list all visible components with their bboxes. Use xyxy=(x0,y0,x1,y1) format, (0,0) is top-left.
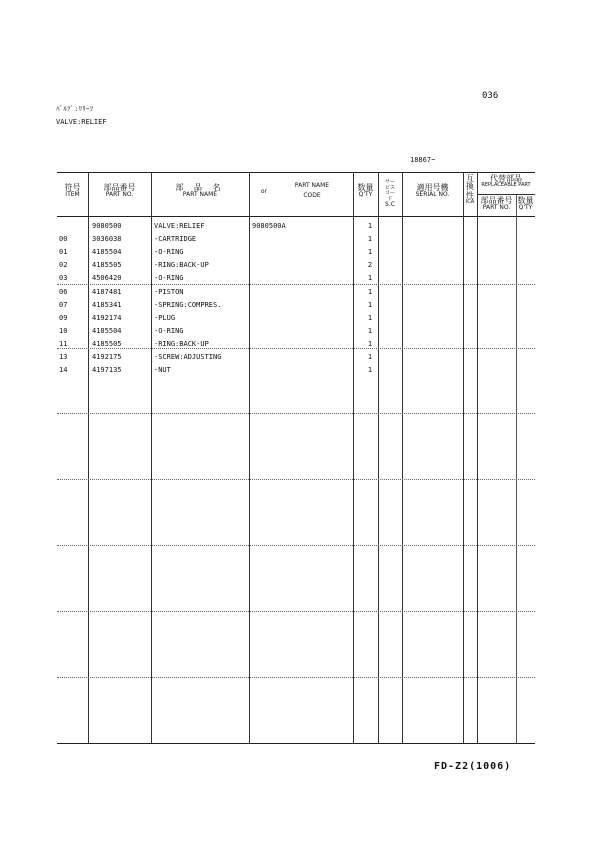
part-name-cell: -O-RING xyxy=(154,248,184,256)
qty-cell: 1 xyxy=(367,327,373,335)
header-replaceable-part: 代替部品 REPLACEABLE PART xyxy=(481,174,531,189)
item-cell: 13 xyxy=(59,353,68,361)
item-cell: 06 xyxy=(59,288,68,296)
group-separator xyxy=(57,348,535,349)
part-no-cell: 4185505 xyxy=(92,340,122,348)
part-name-cell: -RING:BACK-UP xyxy=(154,340,209,348)
column-divider xyxy=(88,172,89,743)
part-name-cell: -SCREW:ADJUSTING xyxy=(154,353,222,361)
column-divider xyxy=(249,172,250,743)
column-divider xyxy=(463,172,464,743)
header-part-name-code: PART NAME CODE xyxy=(294,182,330,199)
group-separator xyxy=(57,284,535,285)
item-cell: 07 xyxy=(59,301,68,309)
part-name-cell: -PLUG xyxy=(154,314,176,322)
part-name-cell: -O-RING xyxy=(154,274,184,282)
part-no-cell: 4187481 xyxy=(92,288,122,296)
part-name-cell: -NUT xyxy=(154,366,171,374)
item-cell: 11 xyxy=(59,340,68,348)
part-no-cell: 4185504 xyxy=(92,248,122,256)
part-name-cell: -CARTRIDGE xyxy=(154,235,197,243)
part-no-cell: 4192175 xyxy=(92,353,122,361)
group-separator xyxy=(57,677,535,678)
serial-range: 18867~ xyxy=(410,156,436,164)
replaceable-subheader-line xyxy=(477,194,535,195)
part-name-cell: -PISTON xyxy=(154,288,184,296)
part-name-cell: VALVE:RELIEF xyxy=(154,222,205,230)
column-divider xyxy=(378,172,379,743)
qty-cell: 1 xyxy=(367,366,373,374)
part-no-cell: 4197135 xyxy=(92,366,122,374)
column-divider xyxy=(516,194,517,743)
part-no-cell: 4185504 xyxy=(92,327,122,335)
item-cell: 10 xyxy=(59,327,68,335)
document-code: FD-Z2(1006) xyxy=(434,761,512,772)
code-cell: 9080500A xyxy=(252,222,286,230)
header-replaceable-part-no: 部品番号 PART NO. xyxy=(480,196,513,212)
part-no-cell: 9080500 xyxy=(92,222,122,230)
qty-cell: 1 xyxy=(367,248,373,256)
header-item: 符号 ITEM xyxy=(64,183,81,199)
item-cell: 14 xyxy=(59,366,68,374)
column-divider xyxy=(402,172,403,743)
part-no-cell: 4192174 xyxy=(92,314,122,322)
header-serial-no: 適用号機 SERIAL NO. xyxy=(415,183,450,199)
header-part-name: 部 品 名 PART NAME xyxy=(175,183,225,199)
header-qty: 数量 Q'TY xyxy=(357,183,374,199)
table-bottom-border xyxy=(57,743,535,744)
part-no-cell: 4506420 xyxy=(92,274,122,282)
qty-cell: 1 xyxy=(367,274,373,282)
group-separator xyxy=(57,413,535,414)
qty-cell: 1 xyxy=(367,314,373,322)
part-name-cell: -O-RING xyxy=(154,327,184,335)
qty-cell: 1 xyxy=(367,301,373,309)
qty-cell: 1 xyxy=(367,353,373,361)
part-name-cell: -RING:BACK-UP xyxy=(154,261,209,269)
column-divider xyxy=(477,172,478,743)
item-cell: 00 xyxy=(59,235,68,243)
group-separator xyxy=(57,545,535,546)
qty-cell: 2 xyxy=(367,261,373,269)
qty-cell: 1 xyxy=(367,288,373,296)
item-cell: 01 xyxy=(59,248,68,256)
title-english: VALVE:RELIEF xyxy=(56,118,107,126)
item-cell: 02 xyxy=(59,261,68,269)
header-service-code: サービス コード S.C xyxy=(384,179,395,208)
title-japanese: ﾊﾞﾙﾌﾞ:ﾘﾘｰﾌ xyxy=(56,105,94,113)
column-divider xyxy=(353,172,354,743)
header-ica: 互換性 ICA xyxy=(465,174,475,206)
part-name-cell: -SPRING:COMPRES. xyxy=(154,301,222,309)
item-cell: 03 xyxy=(59,274,68,282)
column-divider xyxy=(151,172,152,743)
part-no-cell: 4185505 xyxy=(92,261,122,269)
part-no-cell: 3036038 xyxy=(92,235,122,243)
qty-cell: 1 xyxy=(367,340,373,348)
header-or: or xyxy=(260,188,268,195)
qty-cell: 1 xyxy=(367,222,373,230)
group-separator xyxy=(57,479,535,480)
part-no-cell: 4185341 xyxy=(92,301,122,309)
header-replaceable-qty: 数量 Q'TY xyxy=(517,196,534,212)
qty-cell: 1 xyxy=(367,235,373,243)
group-separator xyxy=(57,611,535,612)
page-number: 036 xyxy=(482,91,499,101)
header-part-no: 部品番号 PART NO. xyxy=(103,183,136,199)
item-cell: 09 xyxy=(59,314,68,322)
